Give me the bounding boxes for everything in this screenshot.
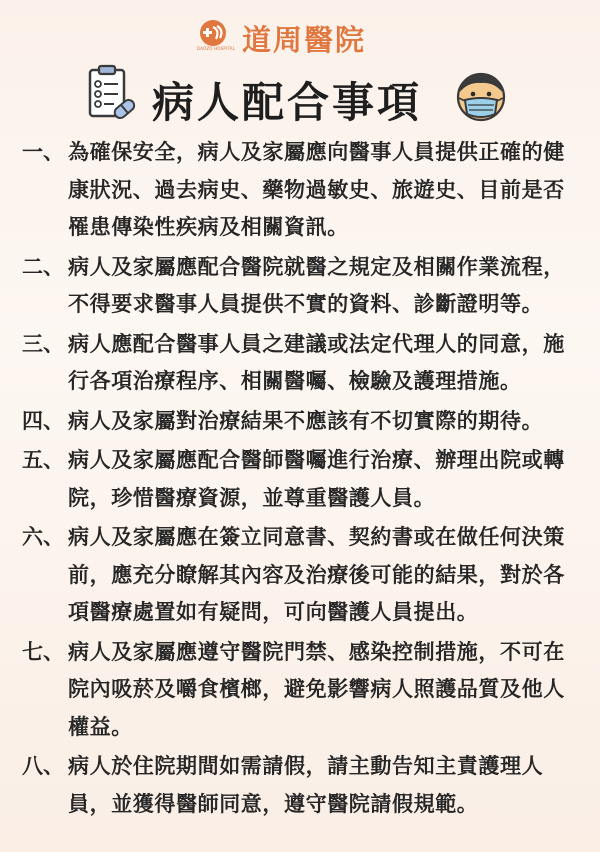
- rule-item: [0, 403, 600, 441]
- hospital-name-en: DAOZO HOSPITAL: [196, 46, 236, 51]
- rule-text: 病人於住院期間如需請假，請主動告知主責護理人員，並獲得醫師同意，遵守醫院請假規範。: [68, 754, 544, 816]
- masked-face-icon: [454, 70, 508, 122]
- rule-text: 病人及家屬應配合醫院就醫之規定及相關作業流程，不得要求醫事人員提供不實的資料、診斷證明等。: [68, 254, 565, 316]
- rule-item: [0, 326, 600, 401]
- rule-item: [0, 249, 600, 324]
- rule-text: 病人應配合醫事人員之建議或法定代理人的同意，施行各項治療程序、相關醫囑、檢驗及護理措施。: [68, 331, 565, 393]
- rule-number: 一、: [22, 140, 64, 164]
- rule-number: 八、: [22, 754, 64, 778]
- rule-text: 病人及家屬應配合醫師醫囑進行治療、辦理出院或轉院，珍惜醫療資源，並尊重醫護人員。: [68, 448, 565, 510]
- title-row: [0, 64, 600, 127]
- rules-list: [0, 134, 600, 825]
- rule-item: [0, 748, 600, 823]
- hospital-logo-icon: [196, 19, 236, 57]
- rule-item: [0, 442, 600, 517]
- rule-text: 病人及家屬對治療結果不應該有不切實際的期待。: [68, 408, 544, 433]
- rule-number: 四、: [22, 408, 64, 433]
- page-title: 病人配合事項: [152, 78, 423, 127]
- rule-number: 五、: [22, 448, 64, 472]
- rule-number: 七、: [22, 639, 64, 664]
- hospital-name: 道周醫院: [242, 22, 367, 57]
- rule-number: 三、: [22, 331, 64, 356]
- rule-item: [0, 634, 600, 747]
- rule-text: 病人及家屬應在簽立同意書、契約書或在做任何決策前，應充分瞭解其內容及治療後可能的結果，對於各項醫療處置如有疑問，可向醫護人員提出。: [68, 525, 565, 624]
- clipboard-icon: [86, 64, 138, 124]
- rule-item: [0, 134, 600, 247]
- rule-text: 病人及家屬應遵守醫院門禁、感染控制措施，不可在院內吸菸及嚼食檳榔，避免影響病人照護品質及他人權益。: [68, 639, 565, 739]
- rule-text: 為確保安全，病人及家屬應向醫事人員提供正確的健康狀況、過去病史、藥物過敏史、旅遊史、目前是否罹患傳染性疾病及相關資訊。: [68, 140, 565, 239]
- rule-item: [0, 519, 600, 632]
- rule-number: 二、: [22, 254, 64, 279]
- rule-number: 六、: [22, 525, 64, 549]
- hospital-logo: [196, 18, 366, 58]
